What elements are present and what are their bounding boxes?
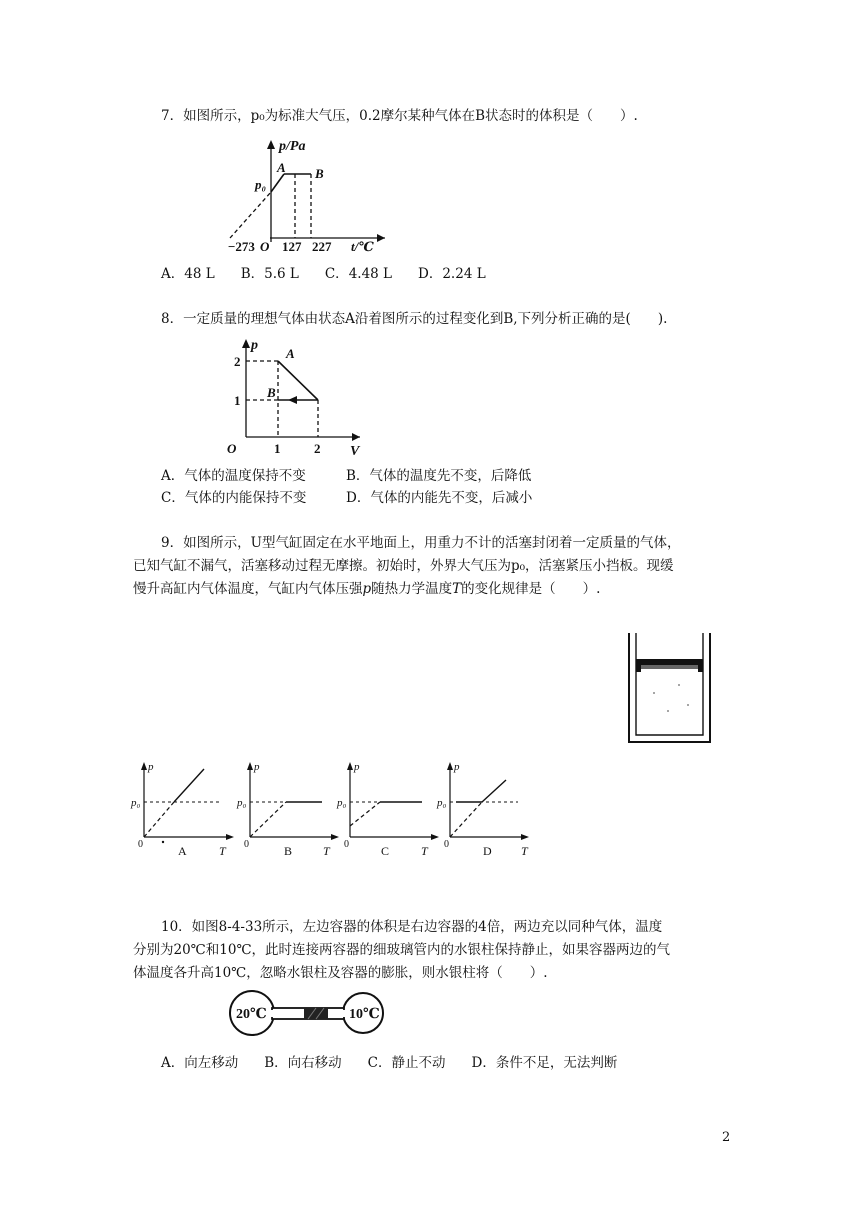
q9-graph-c (336, 758, 446, 860)
q9-c-letter: C (381, 844, 390, 858)
q9-b-letter: B (284, 844, 293, 858)
q9-a-ylabel: p (148, 761, 154, 773)
q7-point-b: B (315, 166, 324, 181)
q9-cylinder (624, 631, 716, 747)
q7-tick-127: 127 (282, 239, 302, 252)
q9-a-p0: p₀ (131, 797, 141, 809)
q8-option-d: D．气体的内能先不变，后减小 (346, 490, 533, 506)
q9-a-letter: A (178, 844, 187, 858)
q9-graph-a (128, 758, 238, 860)
q7-option-d: D．2.24 L (418, 266, 486, 282)
q9-line2: 已知气缸不漏气，活塞移动过程无摩擦。初始时，外界大气压为p₀，活塞紧压小挡板。现缓 (133, 558, 674, 574)
q8-option-a: A．气体的温度保持不变 (161, 468, 306, 484)
q8-origin: O (227, 441, 237, 456)
q8-xtick-1: 1 (274, 441, 281, 456)
q9-graph-b (236, 758, 346, 860)
q9-c-ylabel: p (354, 761, 360, 773)
q10-right-label: 10℃ (349, 1007, 380, 1022)
q10-left-label: 20℃ (236, 1007, 267, 1022)
q10-options (161, 1053, 617, 1073)
q9-d-letter: D (483, 844, 492, 858)
q7-tick-origin: O (260, 239, 270, 252)
q8-point-a: A (286, 346, 295, 361)
q10-line3: 体温度各升高10℃，忽略水银柱及容器的膨胀，则水银柱将（ ）. (133, 965, 548, 981)
q10-containers (224, 988, 400, 1038)
q7-tick-273: −273 (228, 239, 255, 252)
q8-xlabel: V (350, 444, 360, 458)
q7-p0: p₀ (255, 177, 267, 192)
q8-option-b: B．气体的温度先不变，后降低 (346, 468, 532, 484)
q7-ylabel: p/Pa (279, 139, 306, 154)
q9-b-origin: 0 (244, 839, 249, 850)
q7-xlabel: t/℃ (351, 239, 374, 252)
q10-option-c: C．静止不动 (367, 1055, 446, 1071)
q8-text: 8．一定质量的理想气体由状态A沿着图所示的过程变化到B,下列分析正确的是( ). (161, 311, 668, 327)
q10-option-a: A．向左移动 (161, 1055, 239, 1071)
q9-d-ylabel: p (454, 761, 460, 773)
q8-graph (222, 333, 367, 458)
q8-ytick-2: 2 (234, 354, 241, 369)
q8-ylabel: p (251, 338, 258, 353)
q7-point-a: A (277, 160, 286, 175)
q9-b-xlabel: T (323, 844, 330, 858)
q10-line2: 分别为20℃和10℃，此时连接两容器的细玻璃管内的水银柱保持静止，如果容器两边的气 (133, 942, 671, 958)
q7-tick-227: 227 (312, 239, 332, 252)
q10-line1: 10．如图8-4-33所示，左边容器的体积是右边容器的4倍，两边充以同种气体，温度 (161, 919, 663, 935)
q9-d-p0: p₀ (437, 797, 447, 809)
q8-xtick-2: 2 (314, 441, 321, 456)
q9-d-origin: 0 (444, 839, 449, 850)
q9-d-xlabel: T (521, 844, 528, 858)
q9-c-xlabel: T (421, 844, 428, 858)
q9-line3: 慢升高缸内气体温度，气缸内气体压强p随热力学温度T的变化规律是（ ）. (133, 581, 601, 597)
q9-a-origin: 0 (138, 839, 143, 850)
q8-point-b: B (267, 385, 276, 400)
q7-option-c: C．4.48 L (324, 266, 393, 282)
q8-ytick-1: 1 (234, 393, 241, 408)
q7-option-a: A．48 L (161, 266, 215, 282)
q7-option-b: B．5.6 L (240, 266, 299, 282)
q10-option-b: B．向右移动 (264, 1055, 342, 1071)
q7-options (161, 264, 486, 284)
page-number: 2 (722, 1130, 731, 1145)
q9-b-p0: p₀ (237, 797, 247, 809)
q10-option-d: D．条件不足，无法判断 (471, 1055, 618, 1071)
q9-b-ylabel: p (254, 761, 260, 773)
q8-options-row1 (161, 466, 531, 486)
q7-graph (222, 134, 392, 252)
q7-text: 7．如图所示，p₀为标准大气压，0.2摩尔某种气体在B状态时的体积是（ ）. (161, 108, 638, 124)
q9-line1: 9．如图所示，U型气缸固定在水平地面上，用重力不计的活塞封闭着一定质量的气体， (161, 535, 681, 551)
q9-graph-d (436, 758, 546, 860)
q8-options-row2 (161, 488, 532, 508)
q9-a-xlabel: T (219, 844, 226, 858)
q8-option-c: C．气体的内能保持不变 (161, 490, 307, 506)
q9-c-origin: 0 (344, 839, 349, 850)
q9-c-p0: p₀ (337, 797, 347, 809)
